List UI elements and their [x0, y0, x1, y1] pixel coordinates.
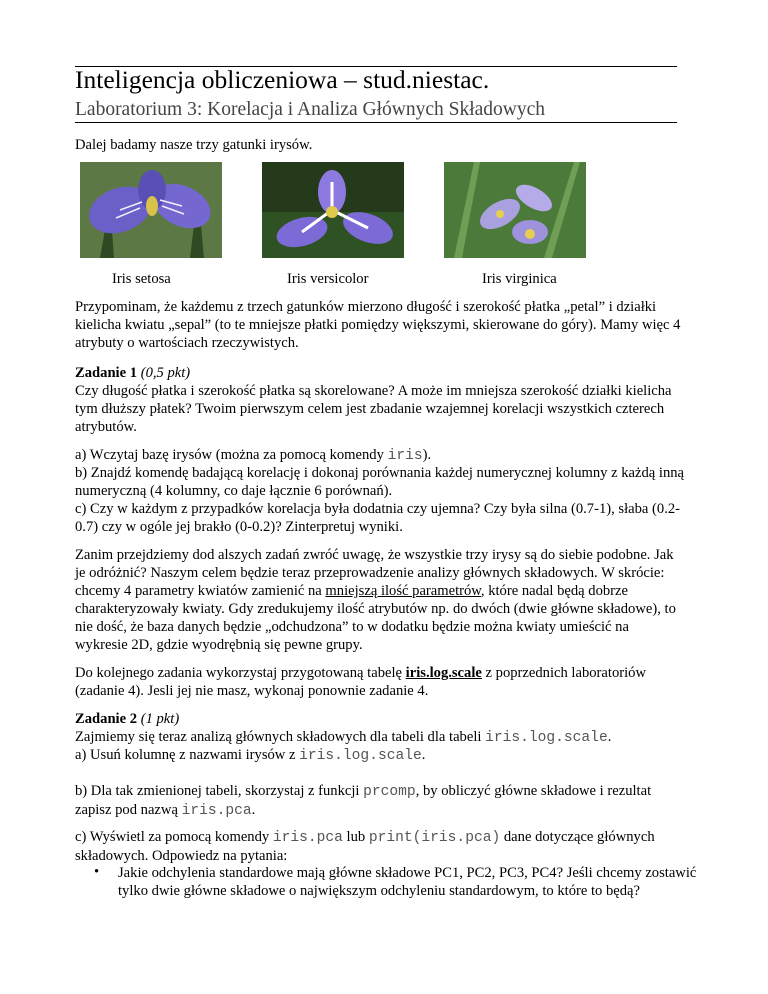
page-subtitle: Laboratorium 3: Korelacja i Analiza Głównych Składowych	[75, 99, 546, 120]
pca-intro-end: , które nadal będą dobrze charakteryzowały kwiaty. Gdy zredukujemy ilość atrybutów np. do dwóch (dwie główne składowe), to nie dość, że baza danych będzie „odchudzona” to w dodatku będzie można kwiaty umieścić na wykresie 2D, gdzie wyodrębnią się pewne grupy.	[75, 583, 676, 653]
task1-step-b: b) Znajdź komendę badającą korelację i dokonaj porównania każdej numerycznej kolumny z każdą inną numeryczną (4 kolumny, co daje łącznie 6 porównań).	[75, 465, 685, 499]
bullet-marker: •	[94, 864, 100, 880]
task2-desc-code: iris.log.scale	[485, 730, 608, 746]
task1-description: Czy długość płatka i szerokość płatka są skorelowane? A może im mniejsza szerokość działki kielicha tym dłuższy płatek? Twoim pierwszym celem jest zbadanie wzajemnej korelacji wszystkich czterech atrybutów.	[75, 383, 672, 435]
task2-b-mid: , by obliczyć główne składowe i rezultat zapisz pod nazwą	[75, 783, 652, 818]
task1-label: Zadanie 1	[75, 365, 138, 381]
table-ref-end: z poprzednich laboratoriów (zadanie 4). Jesli jej nie masz, wykonaj ponownie zadanie 4.	[75, 665, 646, 699]
iris-setosa-photo	[80, 162, 222, 258]
caption-iris-setosa: Iris setosa	[112, 271, 171, 287]
task2-points: (1 pkt)	[140, 711, 180, 727]
iris-versicolor-photo	[262, 162, 404, 258]
task2-label: Zadanie 2	[75, 711, 138, 727]
task1-step-c: c) Czy w każdym z przypadków korelacja była dodatnia czy ujemna? Czy była silna (0.7-1), słaba (0.2-0.7) czy w ogóle jej brakło (0-0.2)? Zinterpretuj wyniki.	[75, 501, 681, 535]
task1-step-a	[75, 446, 685, 465]
iris-virginica-photo	[444, 162, 586, 258]
task2-b-code1: prcomp	[363, 784, 416, 800]
task1-a-end: ).	[422, 447, 432, 463]
paragraph-pca-intro	[75, 546, 685, 654]
task2-description	[75, 728, 685, 747]
task2-desc-end: .	[607, 729, 612, 745]
page-title: Inteligencja obliczeniowa – stud.niestac.	[75, 65, 490, 94]
task1-heading	[75, 364, 685, 382]
task2-b-code2: iris.pca	[181, 803, 252, 819]
task2-b-text: b) Dla tak zmienionej tabeli, skorzystaj z funkcji	[75, 783, 364, 799]
task1-a-code: iris	[387, 448, 423, 464]
task2-question-1: Jakie odchylenia standardowe mają główne składowe PC1, PC2, PC3, PC4? Jeśli chcemy zostawić tylko dwie główne składowe o największym odchyleniu standardowym, to które to będą?	[118, 865, 697, 899]
intro-text: Dalej badamy nasze trzy gatunki irysów.	[75, 137, 313, 153]
task1-points: (0,5 pkt)	[140, 365, 191, 381]
task2-c-end: dane dotyczące głównych składowych. Odpowiedz na pytania:	[75, 829, 655, 864]
task1-a-text: a) Wczytaj bazę irysów (można za pomocą komendy	[75, 447, 388, 463]
table-ref-name: iris.log.scale	[405, 665, 482, 681]
task2-c-mid: lub	[342, 829, 369, 845]
task2-a-end: .	[421, 747, 426, 763]
pca-intro-start: Zanim przejdziemy dod alszych zadań zwróć uwagę, że wszystkie trzy irysy są do siebie podobne. Jak je odróżnić? Naszym celem będzie teraz przeprowadzenie analizy głównych składowych. W skrócie: chcemy 4 parametry kwiatów zamienić na	[75, 547, 674, 599]
caption-iris-virginica: Iris virginica	[482, 271, 557, 287]
task2-step-a	[75, 746, 685, 765]
caption-iris-versicolor: Iris versicolor	[287, 271, 369, 287]
task2-c-code1: iris.pca	[272, 830, 343, 846]
paragraph-attributes: Przypominam, że każdemu z trzech gatunków mierzono długość i szerokość płatka „petal” i działki kielicha kwiatu „sepal” (to te mniejsze płatki pomiędzy większymi, skierowane do góry). Mamy więc 4 atrybuty o wartościach rzeczywistych.	[75, 299, 681, 351]
task2-step-b	[75, 782, 685, 820]
table-ref-start: Do kolejnego zadania wykorzystaj przygotowaną tabelę	[75, 665, 406, 681]
task2-a-code: iris.log.scale	[299, 748, 422, 764]
task2-step-c	[75, 828, 685, 865]
task2-b-end: .	[251, 802, 256, 818]
task2-c-code2: print(iris.pca)	[368, 830, 501, 846]
paragraph-table-reference	[75, 664, 685, 700]
task2-a-text: a) Usuń kolumnę z nazwami irysów z	[75, 747, 300, 763]
task2-heading	[75, 710, 685, 728]
subtitle-rule	[75, 122, 677, 123]
task2-desc-text: Zajmiemy się teraz analizą głównych składowych dla tabeli dla tabeli	[75, 729, 486, 745]
pca-intro-underlined: mniejszą ilość parametrów	[325, 583, 481, 599]
task2-c-text: c) Wyświetl za pomocą komendy	[75, 829, 273, 845]
